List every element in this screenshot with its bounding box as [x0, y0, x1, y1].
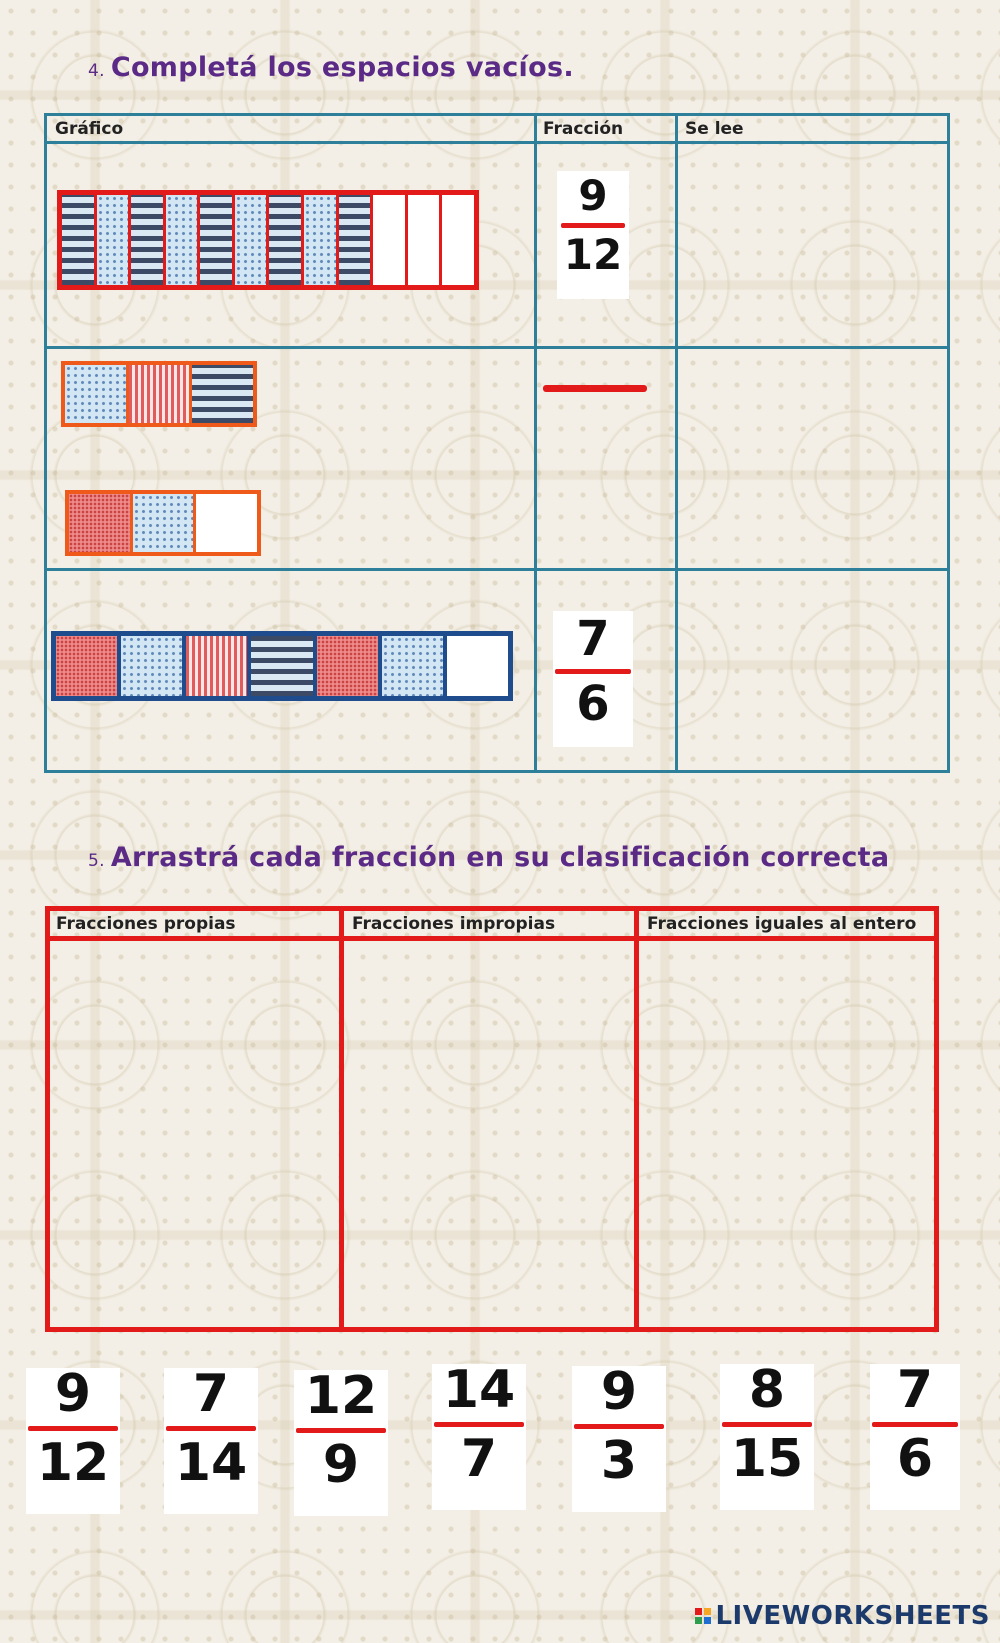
- fraction-line: [561, 223, 625, 228]
- table-divider: [675, 116, 678, 770]
- numerator: 9: [600, 1362, 638, 1422]
- fraction-line: [296, 1428, 386, 1433]
- bar-segment-filled: [166, 195, 201, 285]
- fraction-line: [166, 1426, 256, 1431]
- fraction-row1: [557, 171, 629, 299]
- header-proper: Fracciones propias: [56, 914, 236, 934]
- exercise-4-number: 4.: [88, 61, 105, 81]
- fraction-blank-line: [543, 385, 647, 392]
- exercise-5-title: Arrastrá cada fracción en su clasificación correcta: [110, 842, 890, 873]
- exercise-4-heading: [88, 52, 574, 83]
- denominator: 3: [600, 1431, 638, 1491]
- bar-segment-filled: [129, 365, 193, 423]
- denominator: 9: [322, 1435, 360, 1495]
- denominator: 14: [174, 1433, 248, 1493]
- numerator-input-row2[interactable]: [561, 338, 631, 378]
- header-reading: Se lee: [685, 119, 744, 139]
- fraction-row3: [553, 611, 633, 747]
- bar-segment-filled: [200, 195, 235, 285]
- reading-input-row3[interactable]: [687, 582, 941, 764]
- draggable-fraction-tile[interactable]: [164, 1364, 258, 1514]
- bar-segment-empty: [196, 494, 257, 552]
- numerator: 9: [578, 171, 608, 220]
- denominator: 6: [576, 676, 610, 732]
- denominator-input-row2[interactable]: [561, 400, 631, 440]
- table-divider: [47, 346, 947, 349]
- draggable-fraction-tile[interactable]: [720, 1360, 814, 1510]
- bar-segment-filled: [304, 195, 339, 285]
- numerator: 14: [442, 1360, 516, 1420]
- bar-segment-filled: [192, 365, 253, 423]
- denominator: 7: [460, 1429, 498, 1489]
- denominator: 6: [896, 1429, 934, 1489]
- fraction-line: [28, 1426, 118, 1431]
- draggable-fraction-tile[interactable]: [572, 1362, 666, 1512]
- reading-input-row1[interactable]: [687, 156, 941, 338]
- drop-zone-whole[interactable]: [639, 941, 934, 1327]
- table-divider: [47, 141, 947, 144]
- bar-segment-filled: [131, 195, 166, 285]
- draggable-fraction-tile[interactable]: [870, 1360, 960, 1510]
- logo-text: LIVEWORKSHEETS: [715, 1601, 990, 1631]
- bar-segment-empty: [442, 195, 474, 285]
- classification-table: [45, 906, 939, 1332]
- bar-segment-filled: [317, 636, 382, 696]
- bar-segment-filled: [62, 195, 97, 285]
- fraction-line: [434, 1422, 524, 1427]
- bar-segment-filled: [339, 195, 374, 285]
- fraction-bar-row1: [57, 190, 479, 290]
- fraction-bar-row2-a: [61, 361, 257, 427]
- denominator: 12: [563, 230, 623, 279]
- bar-segment-filled: [133, 494, 197, 552]
- table-divider: [47, 568, 947, 571]
- exercise-5-number: 5.: [88, 851, 105, 871]
- fraction-bar-row2-b: [65, 490, 261, 556]
- fractions-table: [44, 113, 950, 773]
- bar-segment-empty: [447, 636, 508, 696]
- bar-segment-filled: [269, 195, 304, 285]
- numerator: 9: [54, 1364, 92, 1424]
- header-graphic: Gráfico: [55, 119, 124, 139]
- table-divider: [534, 116, 537, 770]
- bar-segment-filled: [382, 636, 447, 696]
- drop-zone-improper[interactable]: [344, 941, 634, 1327]
- fraction-line: [722, 1422, 812, 1427]
- bar-segment-filled: [251, 636, 316, 696]
- fraction-line: [574, 1424, 664, 1429]
- drop-zone-proper[interactable]: [50, 941, 339, 1327]
- logo-mark-icon: [695, 1608, 711, 1624]
- bar-segment-empty: [373, 195, 408, 285]
- bar-segment-filled: [235, 195, 270, 285]
- draggable-fraction-tile[interactable]: [294, 1366, 388, 1516]
- numerator: 7: [192, 1364, 230, 1424]
- bar-segment-filled: [56, 636, 121, 696]
- bar-segment-filled: [97, 195, 132, 285]
- reading-input-row2[interactable]: [687, 360, 941, 562]
- bar-segment-empty: [408, 195, 443, 285]
- bar-segment-filled: [186, 636, 251, 696]
- exercise-4-title: Completá los espacios vacíos.: [110, 52, 574, 83]
- bar-segment-filled: [69, 494, 133, 552]
- bar-segment-filled: [65, 365, 129, 423]
- draggable-fraction-tile[interactable]: [432, 1360, 526, 1510]
- numerator: 7: [576, 611, 610, 667]
- denominator: 12: [36, 1433, 110, 1493]
- numerator: 12: [304, 1366, 378, 1426]
- denominator: 15: [730, 1429, 804, 1489]
- draggable-fraction-tile[interactable]: [26, 1364, 120, 1514]
- fraction-bar-row3: [51, 631, 513, 701]
- header-whole: Fracciones iguales al entero: [647, 914, 917, 934]
- fraction-line: [872, 1422, 958, 1427]
- header-improper: Fracciones impropias: [352, 914, 556, 934]
- fraction-line: [555, 669, 631, 674]
- bar-segment-filled: [121, 636, 186, 696]
- exercise-5-heading: [88, 842, 889, 873]
- numerator: 7: [896, 1360, 934, 1420]
- liveworksheets-logo: [695, 1601, 990, 1631]
- numerator: 8: [748, 1360, 786, 1420]
- header-fraction: Fracción: [543, 119, 624, 139]
